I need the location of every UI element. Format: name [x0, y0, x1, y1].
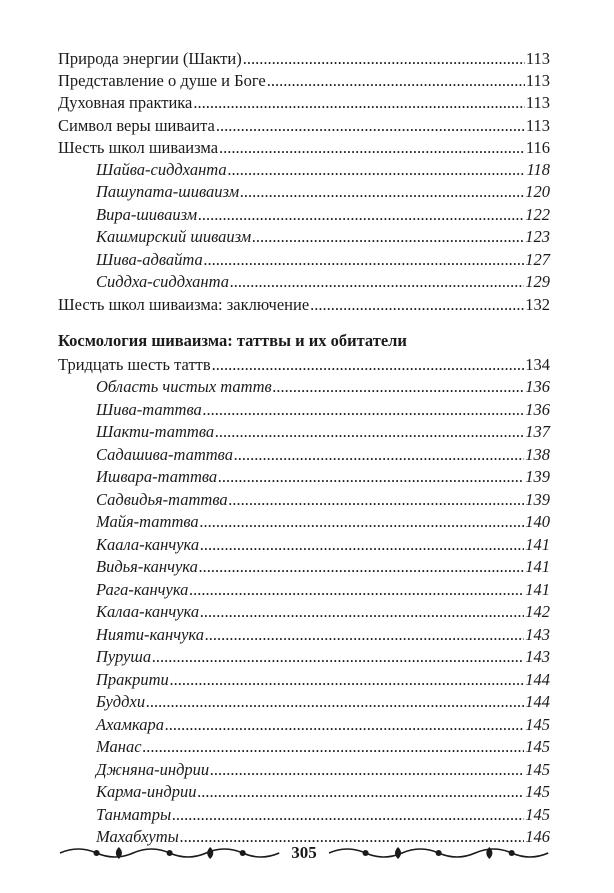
toc-entry: [58, 249, 550, 272]
toc-entry-title: Шива-таттва: [96, 399, 202, 419]
toc-entry-title: Пуруша: [96, 647, 152, 667]
toc-entry-page: 144: [525, 669, 550, 689]
toc-leader-dots: [216, 115, 525, 137]
toc-leader-dots: [243, 48, 525, 70]
toc-entry: [58, 354, 550, 376]
toc-entry: [58, 646, 550, 669]
toc-entry-page: 145: [525, 804, 550, 824]
toc-leader-dots: [240, 181, 524, 204]
toc-entry-title: Шакти-таттва: [96, 422, 215, 442]
toc-entry-title: Шесть школ шиваизма: заключение: [58, 294, 310, 314]
table-of-contents: [58, 48, 550, 849]
toc-entry-title: Рага-канчука: [96, 579, 189, 599]
toc-entry-page: 113: [525, 71, 550, 91]
toc-leader-dots: [165, 714, 524, 737]
toc-entry: [58, 137, 550, 159]
toc-leader-dots: [199, 556, 524, 579]
toc-entry: [58, 624, 550, 647]
toc-entry-title: Махабхуты: [96, 827, 179, 847]
toc-entry: [58, 601, 550, 624]
toc-entry-page: 132: [525, 294, 550, 314]
toc-entry-title: Садашива-таттва: [96, 444, 233, 464]
page-number: 305: [291, 843, 317, 862]
toc-entry-page: 138: [525, 444, 550, 464]
toc-entry: [58, 399, 550, 422]
toc-entry-page: 141: [525, 557, 550, 577]
toc-entry-page: 127: [525, 249, 550, 269]
toc-entry-title: Каала-канчука: [96, 534, 200, 554]
toc-entry: [58, 115, 550, 137]
toc-entry: [58, 92, 550, 114]
toc-entry-title: Ишвара-таттва: [96, 467, 218, 487]
section-heading: Космология шиваизма: таттвы и их обитатели: [58, 331, 407, 351]
toc-entry-title: Видья-канчука: [96, 557, 198, 577]
toc-leader-dots: [267, 70, 525, 92]
toc-leader-dots: [310, 294, 524, 316]
toc-entry-page: 116: [525, 137, 550, 157]
toc-entry-page: 139: [525, 489, 550, 509]
toc-entry: [58, 159, 550, 182]
toc-entry-page: 113: [525, 49, 550, 68]
toc-entry-page: 143: [525, 624, 550, 644]
toc-leader-dots: [228, 159, 526, 182]
toc-entry-page: 134: [525, 355, 550, 375]
toc-entry-title: Шесть школ шиваизма: [58, 137, 219, 157]
toc-entry-title: Кашмирский шиваизм: [96, 227, 252, 247]
toc-entry: [58, 669, 550, 692]
toc-entry-title: Шива-адвайта: [96, 249, 203, 269]
toc-entry-page: 118: [526, 159, 550, 179]
toc-entry-page: 142: [525, 602, 550, 622]
toc-leader-dots: [215, 421, 524, 444]
toc-entry: [58, 70, 550, 92]
toc-leader-dots: [204, 249, 524, 272]
toc-leader-dots: [252, 226, 524, 249]
toc-entry: [58, 48, 550, 70]
toc-entry-page: 122: [525, 204, 550, 224]
toc-leader-dots: [200, 534, 524, 557]
toc-entry: [58, 804, 550, 827]
toc-entry: [58, 556, 550, 579]
toc-entry-page: 113: [525, 115, 550, 135]
toc-leader-dots: [146, 691, 524, 714]
toc-leader-dots: [189, 579, 524, 602]
toc-entry-page: 140: [525, 512, 550, 532]
toc-entry: [58, 204, 550, 227]
toc-entry-page: 141: [525, 579, 550, 599]
toc-entry-title: Садвидья-таттва: [96, 489, 228, 509]
toc-entry-page: 113: [525, 93, 550, 113]
toc-entry-title: Природа энергии (Шакти): [58, 49, 242, 68]
toc-part-1: [58, 48, 550, 316]
toc-entry-page: 136: [525, 377, 550, 397]
toc-entry-title: Ахамкара: [96, 714, 165, 734]
toc-entry-page: 145: [525, 759, 550, 779]
toc-entry-page: 146: [525, 827, 550, 847]
toc-leader-dots: [218, 466, 524, 489]
toc-entry-page: 143: [525, 647, 550, 667]
toc-leader-dots: [193, 92, 524, 114]
toc-entry-page: 139: [525, 467, 550, 487]
toc-entry-title: Пашупата-шиваизм: [96, 182, 240, 202]
toc-entry-title: Майя-таттва: [96, 512, 199, 532]
toc-entry-title: Манас: [96, 737, 142, 757]
toc-entry-title: Карма-индрии: [96, 782, 197, 802]
toc-entry: [58, 294, 550, 316]
toc-entry-title: Представление о душе и Боге: [58, 71, 266, 91]
toc-leader-dots: [234, 444, 524, 467]
toc-leader-dots: [198, 204, 524, 227]
toc-entry-title: Буддхи: [96, 692, 146, 712]
toc-entry-title: Шайва-сиддханта: [96, 159, 227, 179]
toc-entry-page: 141: [525, 534, 550, 554]
toc-part-2: [58, 354, 550, 849]
toc-leader-dots: [172, 804, 524, 827]
toc-leader-dots: [210, 759, 524, 782]
toc-entry-title: Тридцать шесть таттв: [58, 355, 211, 375]
toc-entry: [58, 691, 550, 714]
toc-entry-page: 120: [525, 182, 550, 202]
toc-entry: [58, 534, 550, 557]
toc-entry-title: Сиддха-сиддханта: [96, 272, 229, 292]
toc-leader-dots: [212, 354, 525, 376]
toc-entry-page: 145: [525, 782, 550, 802]
toc-entry-title: Духовная практика: [58, 93, 193, 113]
toc-entry: [58, 271, 550, 294]
toc-entry-title: Танматры: [96, 804, 172, 824]
toc-entry-page: 145: [525, 714, 550, 734]
toc-leader-dots: [203, 399, 524, 422]
toc-leader-dots: [200, 601, 524, 624]
toc-entry: [58, 579, 550, 602]
toc-entry: [58, 226, 550, 249]
toc-leader-dots: [219, 137, 525, 159]
toc-entry: [58, 181, 550, 204]
toc-entry: [58, 444, 550, 467]
toc-entry: [58, 376, 550, 399]
toc-entry: [58, 759, 550, 782]
toc-leader-dots: [197, 781, 524, 804]
toc-entry-title: Нияти-канчука: [96, 624, 204, 644]
toc-entry-page: 136: [525, 399, 550, 419]
toc-entry: [58, 489, 550, 512]
toc-entry: [58, 736, 550, 759]
toc-leader-dots: [152, 646, 524, 669]
toc-entry: [58, 781, 550, 804]
toc-leader-dots: [170, 669, 524, 692]
toc-entry-page: 145: [525, 737, 550, 757]
toc-entry-title: Область чистых таттв: [96, 377, 272, 397]
ornament-right-icon: [327, 841, 550, 865]
toc-entry-title: Символ веры шиваита: [58, 115, 215, 135]
toc-entry: [58, 714, 550, 737]
toc-leader-dots: [273, 376, 525, 399]
toc-entry: [58, 466, 550, 489]
toc-entry-page: 144: [525, 692, 550, 712]
toc-entry: [58, 421, 550, 444]
toc-entry-title: Пракрити: [96, 669, 169, 689]
toc-entry-title: Джняна-индрии: [96, 759, 210, 779]
page-footer: [58, 838, 550, 868]
toc-entry-page: 123: [525, 227, 550, 247]
toc-leader-dots: [230, 271, 524, 294]
toc-leader-dots: [200, 511, 525, 534]
toc-entry-title: Вира-шиваизм: [96, 204, 198, 224]
toc-entry-page: 137: [525, 422, 550, 442]
toc-leader-dots: [205, 624, 524, 647]
toc-leader-dots: [229, 489, 525, 512]
ornament-left-icon: [58, 841, 281, 865]
toc-entry-title: Калаа-канчука: [96, 602, 200, 622]
toc-entry: [58, 511, 550, 534]
toc-entry-page: 129: [525, 272, 550, 292]
toc-leader-dots: [143, 736, 525, 759]
